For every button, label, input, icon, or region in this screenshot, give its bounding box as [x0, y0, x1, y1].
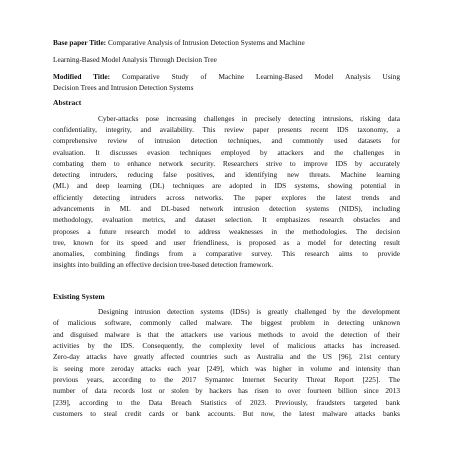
- base-paper-title-text: Comparative Analysis of Intrusion Detection Systems and Machine: [107, 38, 305, 47]
- abstract-line: (ML) and deep learning (DL) techniques are adopted in IDS systems, showing potential in: [53, 181, 400, 190]
- abstract-line: detecting intruders, reducing false positives, and identifying new threats. Machine learning: [53, 170, 400, 179]
- abstract-line: combating them to enhance network security. Researchers strive to improve IDS by accurately: [53, 159, 400, 168]
- existing-system-line: previous years, according to the 2017 Symantec Internet Security Threat Report [225]. The: [53, 375, 400, 384]
- abstract-line: comprehensive review of intrusion detection techniques, and commonly used datasets for: [53, 136, 400, 145]
- modified-title-label: Modified Title:: [53, 72, 111, 81]
- abstract-line: confidentiality, integrity, and availability. This review paper presents recent IDS taxonomy, a: [53, 125, 400, 134]
- existing-system-line: customers to steal credit cards or bank accounts. But now, the latest malware attacks banks: [53, 409, 400, 418]
- base-paper-title-label: Base paper Title:: [53, 38, 107, 47]
- abstract-line: advancements in ML and DL-based network intrusion detection systems (NIDS), including: [53, 204, 400, 213]
- existing-system-heading: Existing System: [53, 292, 105, 301]
- abstract-line: methodology, evaluation metrics, and dataset selection. It emphasizes research obstacles and: [53, 215, 400, 224]
- abstract-line: proposes a future research model to address weaknesses in the methodologies. The decision: [53, 227, 400, 236]
- existing-system-line: [239], according to the Data Breach Statistics of 2023. Previously, fraudsters targeted bank: [53, 398, 400, 407]
- abstract-line: Cyber-attacks pose increasing challenges in precisely detecting intrusions, risking data: [98, 114, 400, 123]
- existing-system-line: number of data records lost or stolen by hackers has risen to over fourteen billion since 2013: [53, 386, 400, 395]
- base-paper-title-line-2: Learning-Based Model Analysis Through Decision Tree: [53, 55, 217, 64]
- existing-system-line: is seeing more zeroday attacks each year [249], which was higher in volume and intensity than: [53, 364, 400, 373]
- modified-title-line-1: [53, 72, 400, 82]
- existing-system-line: activities by the IDS. Consequently, the complexity level of malicious attacks has increased.: [53, 341, 400, 350]
- modified-title-text: Comparative Study of Machine Learning-Based Model Analysis Using: [121, 72, 400, 81]
- existing-system-line: of malicious software, commonly called malware. The biggest problem in detecting unknown: [53, 318, 400, 327]
- abstract-line: evaluation. It discusses evasion techniques employed by attackers and the challenges in: [53, 148, 400, 157]
- modified-title-line-2: Decision Trees and Intrusion Detection Systems: [53, 83, 194, 92]
- abstract-line: tree, known for its speed and user friendliness, is proposed as a model for detecting result: [53, 238, 400, 247]
- abstract-heading: Abstract: [53, 98, 82, 107]
- existing-system-line: Designing intrusion detection systems (IDSs) is greatly challenged by the development: [98, 307, 400, 316]
- abstract-line: anomalies, combining findings from a comparative survey. This research aims to provide: [53, 249, 400, 258]
- existing-system-line: and disguised malware is that the attackers use various methods to avoid the detection of their: [53, 330, 400, 339]
- abstract-line: efficiently detecting intruders across networks. The paper explores the latest trends and: [53, 193, 400, 202]
- base-paper-title-line-1: [53, 38, 305, 48]
- existing-system-line: Zero-day attacks have greatly affected countries such as Australia and the US [96]. 21st century: [53, 352, 400, 361]
- abstract-line: insights into building an effective decision tree-based detection framework.: [53, 260, 274, 269]
